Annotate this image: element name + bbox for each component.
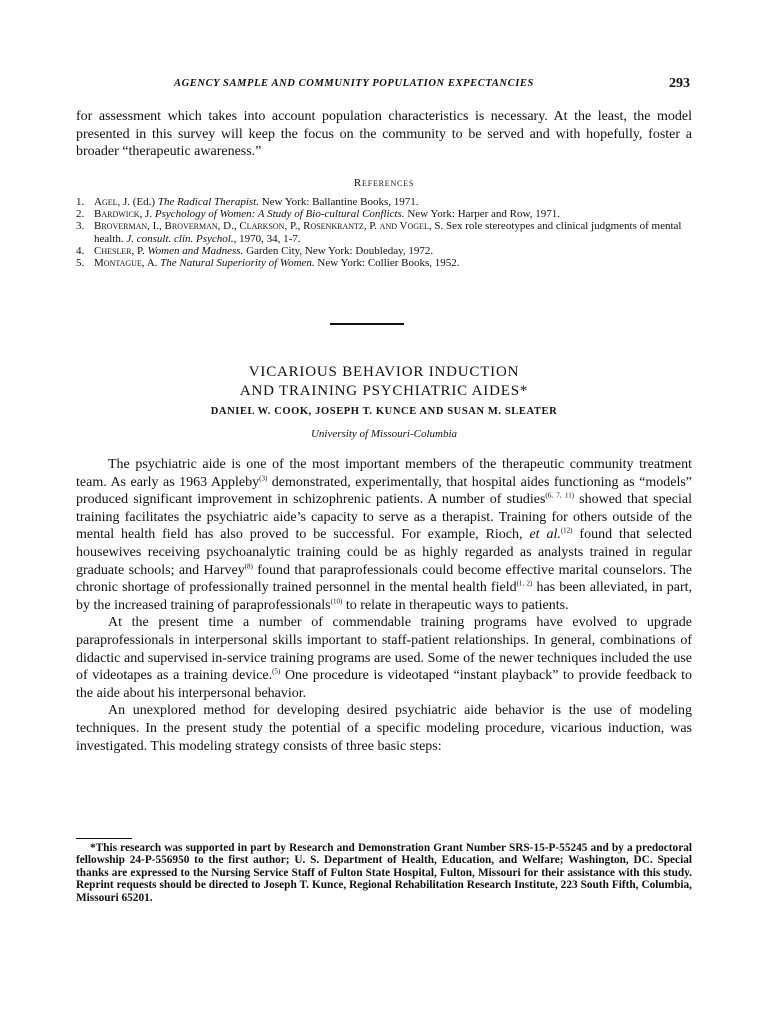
text-run: At the present time a number of commendable training programs have evolved to upgrade paraprofessionals in interpersonal skills important to staff-patient relationships. In general, combinations of didactic and supervised in-service training programs are used. Some of the newer techniques included the use of videotapes as a training device. <box>76 615 692 684</box>
reference-title: The Natural Superiority of Women. <box>160 257 315 270</box>
page-number: 293 <box>669 76 690 91</box>
running-head <box>76 76 692 96</box>
reference-text <box>94 257 692 269</box>
reference-publisher: New York: Collier Books, 1952. <box>314 257 460 270</box>
reference-number: 3. <box>76 220 85 233</box>
text-run: has been alleviated, in part, by the increased training of paraprofessionals <box>76 580 692 613</box>
reference-author: Broverman, I., Broverman, D., Clarkson, P., Rosenkrantz, P. and Vogel, S. <box>94 220 444 233</box>
citation: (5) <box>272 667 281 676</box>
reference-author: Agel, J. <box>94 196 131 208</box>
intro-paragraph: for assessment which takes into account population characteristics is necessary. At the least, the model presented in this survey will keep the focus on the community to be served and with hopefully, foster a broader “therapeutic awareness.” <box>76 109 692 160</box>
reference-text <box>94 208 692 220</box>
text-run: demonstrated, experimentally, that hospital aides functioning as “models” produced significant improvement in schizophrenic patients. A number of studies <box>76 474 692 508</box>
reference-publisher: New York: Harper and Row, 1971. <box>404 208 560 221</box>
article-title-line: AND TRAINING PSYCHIATRIC AIDES* <box>239 383 529 399</box>
citation: (10) <box>330 597 343 606</box>
footnote-divider <box>76 838 132 839</box>
reference-detail: Sex role stereotypes and clinical judgments of mental health. <box>94 220 682 245</box>
reference-detail: (Ed.) <box>130 196 158 208</box>
reference-number: 1. <box>76 196 85 208</box>
text-run: to relate in therapeutic ways to patients. <box>342 597 569 613</box>
reference-item <box>76 208 692 220</box>
text-run: The psychiatric aide is one of the most important members of the therapeutic community treatment team. As early as 1963 Appleby <box>76 457 692 490</box>
reference-number: 4. <box>76 244 85 257</box>
reference-text <box>94 220 692 244</box>
reference-item <box>76 245 692 257</box>
section-divider <box>330 323 404 325</box>
reference-author: Chesler, P. <box>94 244 145 257</box>
reference-title: The Radical Therapist. <box>157 196 259 208</box>
citation: (3) <box>259 473 268 482</box>
article-title-line: VICARIOUS BEHAVIOR INDUCTION <box>248 364 520 380</box>
text-run: showed that special training facilitates the psychiatric aide’s capacity to serve as a therapist. Training for others outside of the mental health field has also proved to be successful. For example, Rioch, <box>76 492 692 543</box>
reference-publisher: New York: Ballantine Books, 1971. <box>258 196 419 208</box>
reference-text <box>94 196 692 208</box>
citation: (8) <box>244 561 253 570</box>
journal-page <box>76 0 692 1024</box>
text-run: found that paraprofessionals could become effective marital counselors. The chronic shortage of professionally trained personnel in the mental health field <box>76 562 693 596</box>
body-paragraph <box>76 614 692 702</box>
citation: (1, 2) <box>516 579 533 588</box>
reference-author: Montague, A. <box>94 257 158 270</box>
reference-title: Women and Madness. <box>147 244 244 257</box>
references-heading: References <box>353 177 415 189</box>
reference-publisher: Garden City, New York: Doubleday, 1972. <box>243 244 434 257</box>
references-list <box>76 196 692 269</box>
text-run: found that selected housewives receiving psychoanalytic training could be as highly regarded as analysts trained in regular graduate schools; and Harvey <box>76 527 692 578</box>
body-paragraph: An unexplored method for developing desired psychiatric aide behavior is the use of modeling techniques. In the present study the potential of a specific modeling procedure, vicarious induction, was investigated. This modeling strategy consists of three basic steps: <box>76 703 692 754</box>
citation: (6, 7, 11) <box>545 491 575 500</box>
reference-title: Psychology of Women: A Study of Bio-cultural Conflicts. <box>154 208 405 221</box>
text-run-italic: et al. <box>529 527 561 543</box>
citation: (12) <box>560 526 573 535</box>
running-title: AGENCY SAMPLE AND COMMUNITY POPULATION EXPECTANCIES <box>174 78 534 89</box>
reference-item <box>76 257 692 269</box>
reference-item <box>76 220 692 244</box>
reference-title: J. consult. clin. Psychol., <box>126 232 237 245</box>
reference-text <box>94 245 692 257</box>
article-authors: DANIEL W. COOK, JOSEPH T. KUNCE AND SUSAN M. SLEATER <box>210 406 558 417</box>
reference-item <box>76 196 692 208</box>
article-affiliation: University of Missouri-Columbia <box>310 428 458 440</box>
reference-publisher: 1970, 34, 1-7. <box>236 232 301 245</box>
text-run: One procedure is videotaped “instant playback” to provide feedback to the aide about his interpersonal behavior. <box>76 668 693 701</box>
body-paragraph <box>76 456 692 614</box>
reference-number: 2. <box>76 208 85 221</box>
reference-author: Bardwick, J. <box>94 208 153 221</box>
footnote: *This research was supported in part by Research and Demonstration Grant Number SRS-15-P-55245 and by a predoctoral fellowship 24-P-556950 to the first author; U. S. Department of Health, Education, and Welfare; Washington, DC. Special thanks are expressed to the Nursing Service Staff of Fulton State Hospital, Fulton, Missouri for their assistance with this study. Reprint requests should be directed to Joseph T. Kunce, Regional Rehabilitation Research Institute, 223 South Fifth, Columbia, Missouri 65201. <box>76 842 692 904</box>
article-body <box>76 456 692 755</box>
article-title <box>76 363 692 401</box>
reference-number: 5. <box>76 257 85 270</box>
